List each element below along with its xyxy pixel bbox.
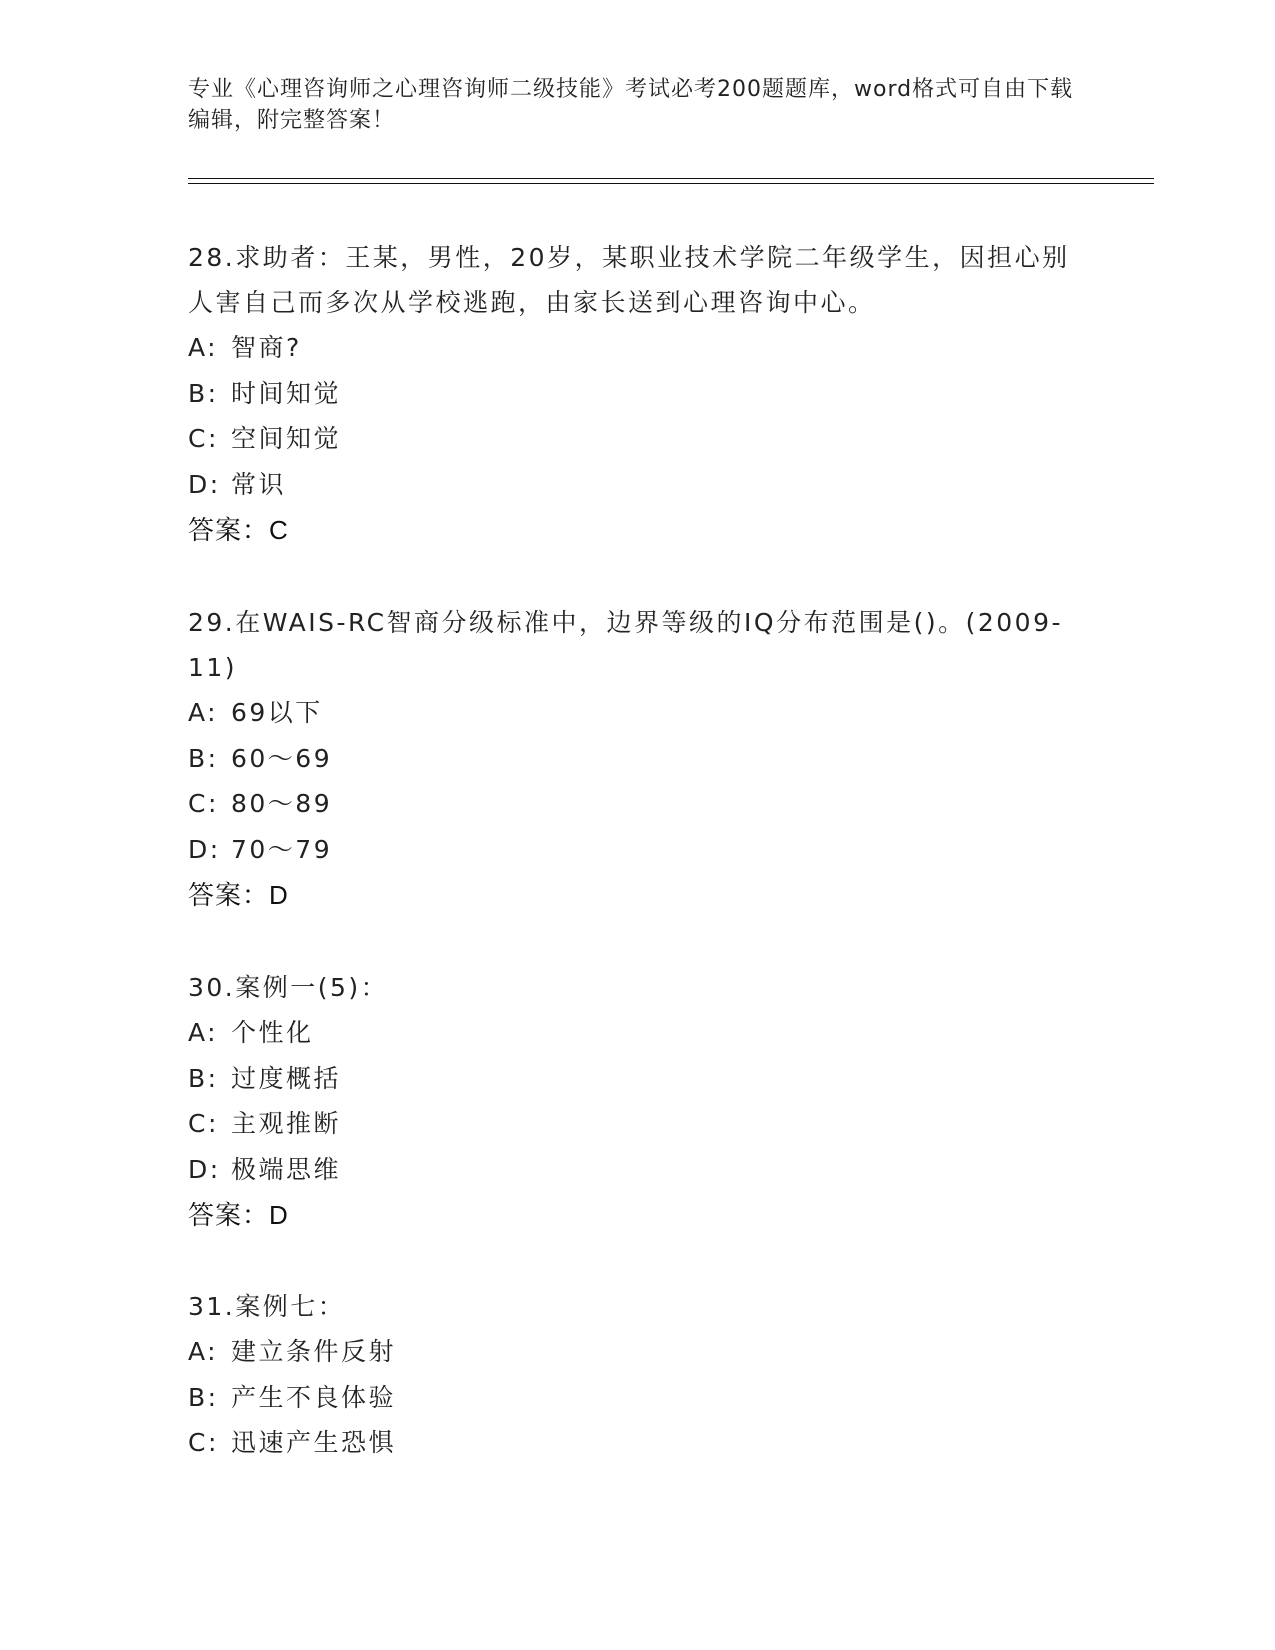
option-b <box>188 1056 1088 1102</box>
question-stem: 28.求助者：王某，男性，20岁，某职业技术学院二年级学生，因担心别人害自己而多次从学校逃跑，由家长送到心理咨询中心。 <box>188 243 1070 317</box>
answer-line: 答案：D <box>188 1200 289 1230</box>
question-31 <box>188 1284 1088 1466</box>
option-text: 80～89 <box>231 789 333 818</box>
option-letter: D: <box>188 834 221 864</box>
option-c <box>188 781 1088 827</box>
question-28 <box>188 235 1088 553</box>
answer-line: 答案：D <box>188 880 289 910</box>
option-letter: A: <box>188 698 219 727</box>
option-c <box>188 1420 1088 1466</box>
option-letter: D: <box>188 469 221 499</box>
option-letter: B: <box>188 1382 219 1412</box>
option-text: 产生不良体验 <box>231 1382 397 1412</box>
header-divider-top <box>188 178 1154 179</box>
option-b <box>188 736 1088 782</box>
option-text: 常识 <box>231 469 287 499</box>
option-text: 60～69 <box>231 743 333 773</box>
option-a <box>188 325 1088 371</box>
question-stem: 29.在WAIS-RC智商分级标准中，边界等级的IQ分布范围是()。(2009-11) <box>188 608 1064 682</box>
option-a <box>188 1010 1088 1056</box>
document-header: 专业《心理咨询师之心理咨询师二级技能》考试必考200题题库，word格式可自由下载编辑，附完整答案！ <box>188 77 1074 133</box>
question-29 <box>188 600 1088 918</box>
option-letter: C: <box>188 1428 219 1457</box>
option-letter: D: <box>188 1154 221 1184</box>
option-text: 迅速产生恐惧 <box>231 1428 397 1457</box>
option-d <box>188 827 1088 873</box>
option-c <box>188 416 1088 462</box>
question-30 <box>188 965 1088 1238</box>
option-text: 过度概括 <box>231 1063 342 1093</box>
header-divider-bottom <box>188 183 1154 184</box>
option-a <box>188 1329 1088 1375</box>
option-letter: A: <box>188 333 219 362</box>
option-text: 70～79 <box>231 834 333 864</box>
option-b <box>188 371 1088 417</box>
option-c <box>188 1101 1088 1147</box>
option-letter: B: <box>188 743 219 773</box>
answer-line: 答案：C <box>188 515 289 545</box>
option-text: 69以下 <box>231 698 323 727</box>
question-stem: 31.案例七： <box>188 1292 346 1321</box>
option-d <box>188 462 1088 508</box>
option-d <box>188 1147 1088 1193</box>
option-letter: A: <box>188 1018 219 1047</box>
option-text: 智商? <box>231 333 302 362</box>
option-letter: B: <box>188 1063 219 1093</box>
option-text: 建立条件反射 <box>231 1337 397 1366</box>
option-letter: C: <box>188 789 219 818</box>
option-text: 主观推断 <box>231 1109 342 1138</box>
option-text: 个性化 <box>231 1018 314 1047</box>
option-text: 空间知觉 <box>231 424 342 453</box>
option-letter: B: <box>188 378 219 408</box>
option-a <box>188 690 1088 736</box>
option-text: 时间知觉 <box>231 378 342 408</box>
question-stem: 30.案例一(5)： <box>188 973 389 1002</box>
option-b <box>188 1375 1088 1421</box>
option-letter: C: <box>188 1109 219 1138</box>
option-letter: C: <box>188 424 219 453</box>
option-text: 极端思维 <box>231 1154 342 1184</box>
option-letter: A: <box>188 1337 219 1366</box>
